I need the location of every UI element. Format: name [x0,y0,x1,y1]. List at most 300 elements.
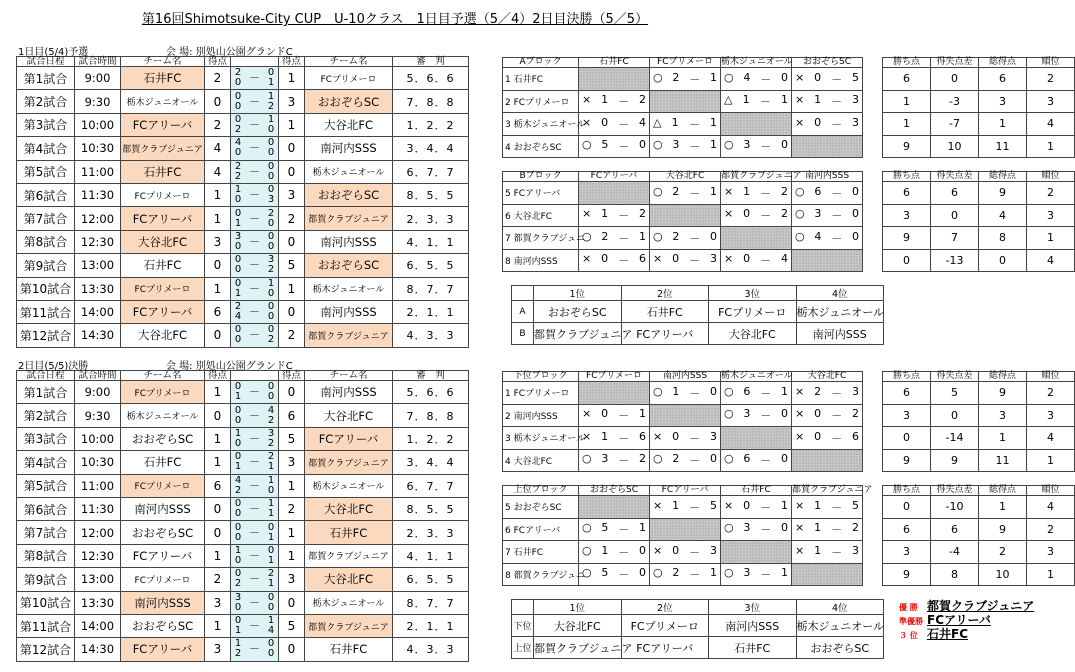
result-goal: 5 [601,138,609,152]
half-score-box [231,254,278,276]
away-team: おおぞらSC [305,183,393,206]
ranking-row [512,301,884,323]
match-result [579,427,650,450]
half-score-box [231,161,278,183]
result-mark: ○ [795,184,805,198]
match-result [721,496,792,519]
block-row [503,182,1075,205]
gap [863,541,883,564]
result-goal: 1 [710,566,717,580]
result-dash: － [760,523,772,537]
result-goal: 3 [851,543,859,557]
home-score: 1 [205,614,231,637]
goals-for: 1 [979,496,1027,519]
gap [863,58,883,68]
referee: 1．2．2 [393,113,469,136]
match-number: 第2試合 [17,404,75,427]
match-result [579,113,650,136]
result-mark: × [724,207,734,221]
page-title: 第16回Shimotsuke-City CUP U-10クラス 1日目予選（5／4）2日目決勝（5／5） [141,12,649,27]
match-result [650,227,721,250]
block-row [503,563,1075,586]
points: 6 [883,382,931,405]
ranking-group-label: B [512,323,534,345]
block-row [503,68,1075,91]
match-number: 第3試合 [17,427,75,450]
goals-for: 11 [979,449,1027,472]
home-score: 1 [205,183,231,206]
half-score-box [231,568,278,590]
day2-schedule [16,356,455,662]
match-time: 11:30 [75,497,121,520]
block-col-team: 大谷北FC [650,172,721,182]
result-goal: 4 [780,252,788,266]
half-score: 0 [234,90,242,102]
away-team: 南河内SSS [305,300,393,323]
half-score: 2 [234,160,242,172]
match-time: 9:00 [75,381,121,404]
score-dash: － [249,211,260,225]
match-row [17,474,469,497]
result-dash: － [689,140,701,154]
result-dash: － [618,209,630,223]
block-col-team: 大谷北FC [792,372,863,382]
rank: 3 [1027,90,1075,113]
rank: 3 [1027,404,1075,427]
match-result [579,518,650,541]
self-match-cell [650,404,721,427]
day2-header [16,356,346,370]
half-score-box [231,278,278,300]
result-goal: 2 [672,566,680,580]
gap [863,563,883,586]
match-time: 13:00 [75,254,121,277]
result-line [724,499,788,515]
home-half-scores [231,476,245,496]
referee: 2．1．1 [393,300,469,323]
result-line [582,430,646,446]
result-line [795,544,859,560]
points: 0 [883,427,931,450]
home-score: 3 [205,230,231,253]
header-no: 試合日程 [17,57,75,67]
half-scores [231,113,279,136]
match-time: 10:30 [75,137,121,160]
block-row [503,449,1075,472]
block-team: 6 FCアリーバ [503,518,579,541]
match-number: 第12試合 [17,638,75,661]
result-goal: 3 [743,521,751,535]
result-dash: － [760,500,772,514]
result-mark: × [795,93,805,107]
home-score: 1 [205,427,231,450]
result-goal: 0 [852,207,859,221]
half-score: 1 [267,508,275,520]
match-row [17,451,469,474]
block-header-row [503,172,1075,182]
stat-header: 勝ち点 [883,372,931,382]
result-line [582,230,646,246]
day2-match-table [16,370,469,662]
result-mark: ○ [724,521,734,535]
away-score: 5 [279,254,305,277]
result-line [582,207,646,223]
result-mark: △ [653,115,662,129]
away-score: 2 [279,324,305,347]
home-team: 南河内SSS [121,591,205,614]
self-match-cell [721,227,792,250]
away-team: 都賀クラブジュニア [305,451,393,474]
result-goal: 2 [638,93,646,107]
result-mark: × [795,521,805,535]
home-half-scores [231,68,245,88]
half-score: 0 [234,194,242,206]
gap [863,227,883,250]
half-score: 0 [267,67,275,79]
block-col-team: 栃木ジュニオール [721,371,793,381]
result-goal: 3 [743,407,751,421]
stat-header: 順位 [1027,58,1075,68]
referee: 8．7．7 [393,591,469,614]
home-score: 1 [205,207,231,230]
referee: 8．5．5 [393,497,469,520]
match-time: 14:30 [75,638,121,661]
half-score: 0 [267,170,275,182]
match-result [650,541,721,564]
away-score: 0 [279,381,305,404]
gap [863,204,883,227]
result-line [582,452,646,468]
home-team: 石井FC [121,451,205,474]
result-goal: 0 [601,115,609,129]
half-score: 0 [267,521,275,533]
half-score-box [231,381,278,403]
result-goal: 0 [814,115,822,129]
home-team: 大谷北FC [121,324,205,347]
result-mark: × [795,70,805,84]
match-number: 第9試合 [17,568,75,591]
match-time: 13:30 [75,277,121,300]
home-team: 栃木ジュニオール [121,404,205,427]
match-result [650,427,721,450]
home-team: 石井FC [121,160,205,183]
result-goal: 6 [638,429,646,443]
ranking-team: 南河内SSS [709,615,797,637]
result-goal: 4 [638,115,646,129]
away-team: FCアリーバ [305,427,393,450]
result-dash: － [618,545,630,559]
half-scores [231,300,279,323]
half-score-box [231,404,278,426]
half-score: 1 [267,615,275,627]
half-score: 0 [234,277,242,289]
result-line [582,93,646,109]
ranking-team: FCアリーバ [621,323,709,345]
half-score: 1 [234,544,242,556]
result-mark: ○ [795,229,805,243]
half-scores [231,324,279,347]
score-dash: － [249,188,260,202]
match-result [650,135,721,158]
result-goal: 3 [743,566,751,580]
match-result [721,404,792,427]
match-number: 第7試合 [17,521,75,544]
result-dash: － [831,72,843,86]
half-score: 0 [267,184,275,196]
referee: 4．3．3 [393,638,469,661]
result-mark: ○ [724,384,734,398]
home-team: 南河内SSS [121,497,205,520]
points: 3 [883,541,931,564]
home-team: FCアリーバ [121,638,205,661]
result-mark: × [582,93,592,107]
half-score: 1 [234,461,242,473]
home-half-scores [231,232,245,252]
referee: 3．4．4 [393,451,469,474]
result-dash: － [831,117,843,131]
points: 3 [883,404,931,427]
result-goal: 0 [781,521,788,535]
match-result [792,68,863,91]
half-score: 0 [234,601,242,613]
away-team: おおぞらSC [305,90,393,113]
half-score: 0 [267,137,275,149]
away-score: 1 [279,521,305,544]
match-result [721,563,792,586]
away-team: 大谷北FC [305,113,393,136]
match-result [579,404,650,427]
self-match-cell [579,182,650,205]
match-result [792,404,863,427]
block-team: 6 大谷北FC [503,204,579,227]
result-goal: 0 [852,184,859,198]
home-score: 1 [205,544,231,567]
result-mark: ○ [724,70,734,84]
goal-difference: -13 [931,249,979,272]
referee: 8．7．7 [393,277,469,300]
self-match-cell [792,563,863,586]
referee: 2．3．3 [393,521,469,544]
block-col-team: 南河内SSS [792,172,863,182]
self-match-cell [721,113,792,136]
result-goal: 4 [814,229,822,243]
half-score-box [231,184,278,206]
result-dash: － [618,523,630,537]
final-place-label: ３ 位 [899,631,918,640]
ranking-team: 栃木ジュニオール [796,615,884,637]
goals-for: 11 [979,135,1027,158]
half-score: 0 [267,217,275,229]
away-half-scores [264,546,278,566]
result-goal: 0 [601,407,609,421]
result-goal: 5 [851,498,859,512]
result-goal: 0 [639,543,646,557]
away-half-scores [264,138,278,158]
self-match-cell [579,496,650,519]
result-line [795,93,859,109]
referee: 6．7．7 [393,474,469,497]
match-row [17,544,469,567]
match-row [17,160,469,183]
block-row [503,204,1075,227]
away-score: 3 [279,90,305,113]
match-time: 9:30 [75,90,121,113]
block-row [503,227,1075,250]
result-dash: － [689,186,701,200]
result-line [724,207,788,223]
ranking-place-header: 4位 [796,286,884,301]
result-mark: × [582,407,592,421]
result-line [724,252,788,268]
match-result [721,204,792,227]
ranking-team: FCプリメーロ [621,615,709,637]
points: 6 [883,182,931,205]
result-goal: 0 [743,498,751,512]
half-score-box [231,67,278,89]
home-half-scores [231,185,245,205]
self-match-cell [721,427,792,450]
away-half-scores [264,382,278,402]
away-half-scores [264,523,278,543]
match-number: 第11試合 [17,300,75,323]
match-result [579,227,650,250]
result-goal: 1 [814,498,822,512]
half-score: 0 [234,254,242,266]
away-score: 1 [279,113,305,136]
header-mid [231,371,279,381]
result-line [582,566,646,582]
self-match-cell [650,90,721,113]
match-number: 第1試合 [17,67,75,90]
result-goal: 1 [814,521,822,535]
match-result [721,249,792,272]
header-score2: 得点 [279,57,305,67]
result-goal: 1 [638,407,646,421]
half-score: 0 [267,240,275,252]
ranking-team: 大谷北FC [709,323,797,345]
home-score: 4 [205,137,231,160]
home-team: 大谷北FC [121,230,205,253]
result-line [653,452,717,468]
half-score-box [231,498,278,520]
goals-for: 9 [979,382,1027,405]
home-score: 0 [205,254,231,277]
result-mark: × [653,498,663,512]
half-score: 1 [267,554,275,566]
result-goal: 0 [601,252,609,266]
result-mark: ○ [582,521,592,535]
away-score: 5 [279,614,305,637]
away-score: 2 [279,207,305,230]
result-mark: × [653,252,663,266]
result-line [795,407,859,423]
score-dash: － [249,71,260,85]
home-team: 都賀クラブジュニア [121,137,205,160]
away-score: 3 [279,568,305,591]
half-score: 0 [234,207,242,219]
points: 9 [883,563,931,586]
half-score: 2 [267,451,275,463]
block-header-row [503,486,1075,496]
result-dash: － [689,545,701,559]
away-half-scores [264,616,278,636]
score-dash: － [249,141,260,155]
header-no: 試合日程 [17,371,75,381]
away-team: おおぞらSC [305,254,393,277]
score-dash: － [249,595,260,609]
self-match-cell [579,68,650,91]
score-dash: － [249,281,260,295]
result-goal: 1 [742,93,750,107]
away-team: 栃木ジュニオール [305,591,393,614]
stat-header: 勝ち点 [883,58,931,68]
header-team2: チーム名 [305,371,393,381]
half-scores [231,381,279,404]
result-mark: × [795,429,805,443]
half-score: 0 [267,123,275,135]
result-dash: － [760,454,772,468]
match-result [650,382,721,405]
home-score: 6 [205,300,231,323]
result-line [724,566,788,582]
match-time: 10:00 [75,113,121,136]
result-dash: － [831,386,843,400]
half-score: 2 [267,334,275,346]
half-score: 1 [267,77,275,89]
block-team: 4 おおぞらSC [503,135,579,158]
half-score: 1 [234,184,242,196]
half-scores [231,474,279,497]
away-team: 栃木ジュニオール [305,160,393,183]
result-mark: × [582,429,592,443]
block-team: 8 都賀クラブジュニ [503,563,579,586]
result-dash: － [618,95,630,109]
block-header-row [503,58,1075,68]
away-half-scores [264,68,278,88]
away-half-scores [264,406,278,426]
away-half-scores [264,499,278,519]
gap [863,182,883,205]
header-time: 試合時間 [75,371,121,381]
half-score-box [231,114,278,136]
block-team: 7 石井FC [503,541,579,564]
match-row [17,137,469,160]
half-score: 1 [267,531,275,543]
away-half-scores [264,232,278,252]
match-number: 第3試合 [17,113,75,136]
match-result [721,68,792,91]
home-score: 2 [205,568,231,591]
score-dash: － [249,408,260,422]
stat-header: 得失点差 [931,372,979,382]
header-time: 試合時間 [75,57,121,67]
home-team: FCプリメーロ [121,568,205,591]
match-number: 第6試合 [17,183,75,206]
home-half-scores [231,429,245,449]
home-half-scores [231,138,245,158]
half-scores [231,207,279,230]
ranking-team: 栃木ジュニオール [796,301,884,323]
match-result [650,68,721,91]
self-match-cell [650,518,721,541]
block-row [503,518,1075,541]
away-team: 南河内SSS [305,137,393,160]
match-time: 12:00 [75,521,121,544]
result-dash: － [688,117,700,131]
half-score-box [231,592,278,614]
home-team: 石井FC [121,67,205,90]
result-mark: × [795,498,805,512]
